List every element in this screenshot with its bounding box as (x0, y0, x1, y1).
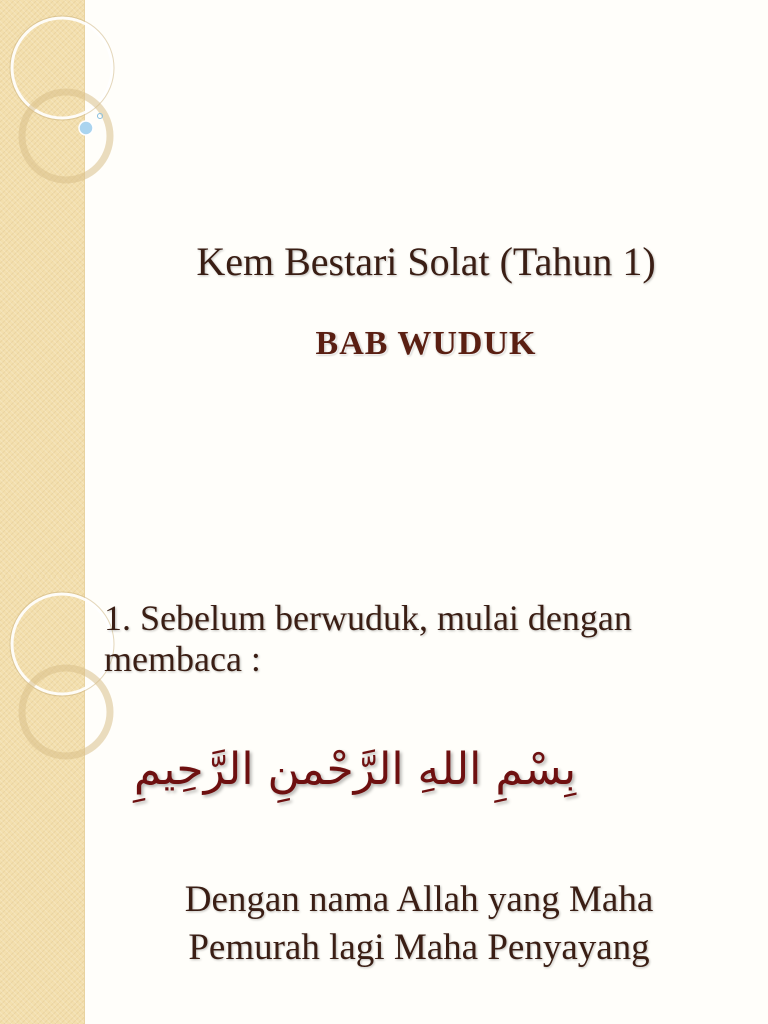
page-title: Kem Bestari Solat (Tahun 1) (196, 239, 656, 284)
page-subtitle: BAB WUDUK (315, 325, 537, 362)
step-text: 1. Sebelum berwuduk, mulai dengan membaca : (104, 598, 632, 680)
translation-text (100, 876, 738, 972)
translation-line-1: Dengan nama Allah yang Maha (184, 879, 654, 920)
translation-line-2: Pemurah lagi Maha Penyayang (188, 927, 650, 969)
arabic-basmalah: بِسْمِ اللهِ الرَّحْمنِ الرَّحِيمِ (133, 744, 577, 795)
decorative-rings (0, 0, 130, 200)
slide-2 (0, 576, 768, 1024)
